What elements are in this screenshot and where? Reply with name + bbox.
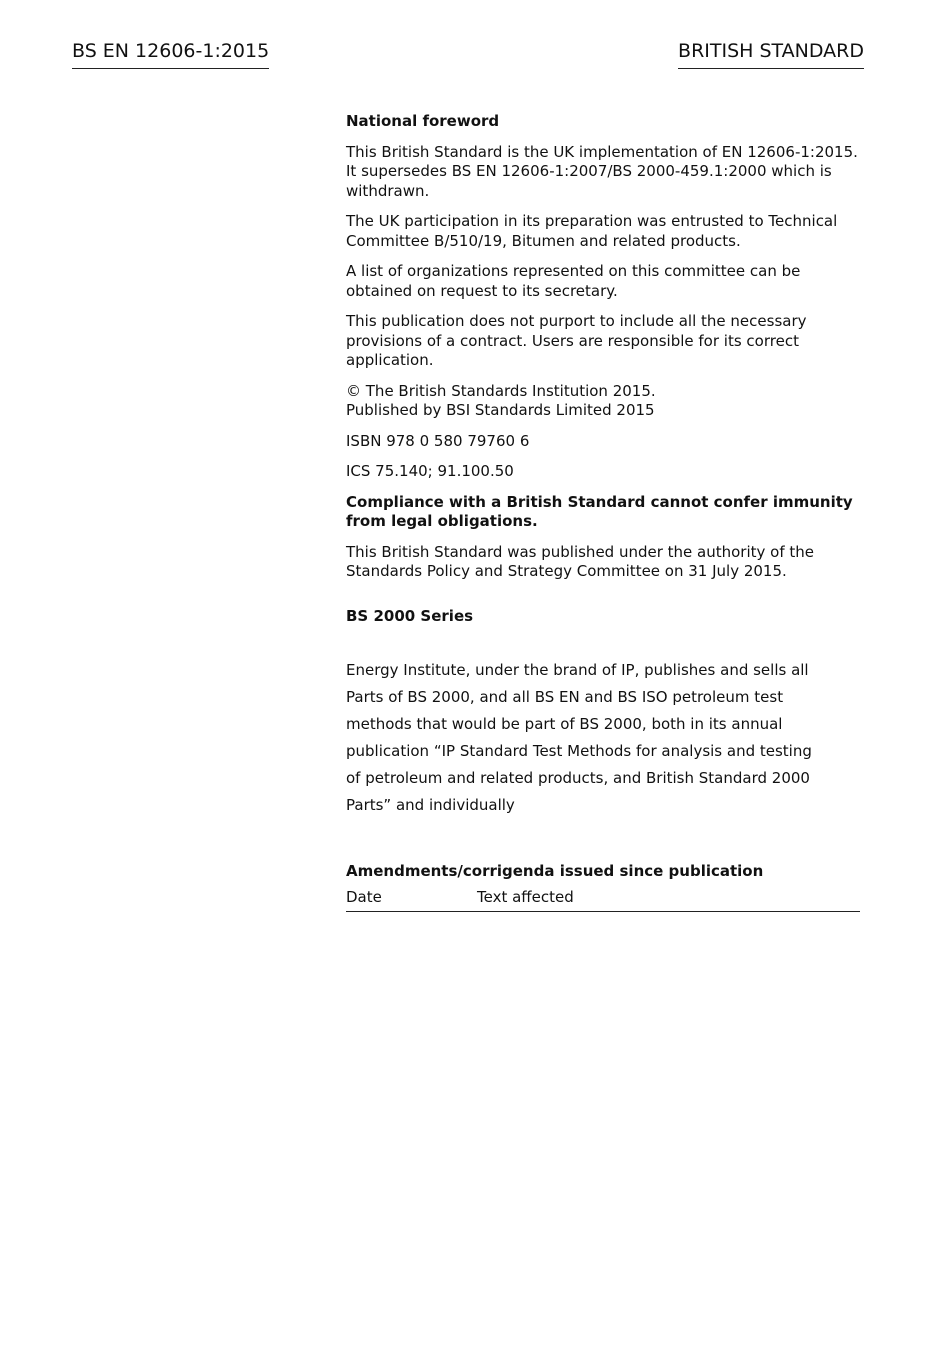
isbn: ISBN 978 0 580 79760 6 [346, 431, 530, 450]
foreword-paragraph-3: A list of organizations represented on this committee can be obtained on request to its secretary. [346, 262, 801, 300]
ics: ICS 75.140; 91.100.50 [346, 462, 514, 480]
document-id: BS EN 12606-1:2015 [72, 38, 269, 69]
foreword-content [346, 112, 860, 912]
document-type: BRITISH STANDARD [678, 38, 864, 69]
amendments-title: Amendments/corrigenda issued since publication [346, 862, 764, 880]
copyright-block [346, 382, 860, 421]
compliance-notice: Compliance with a British Standard cannot confer immunity from legal obligations. [346, 492, 853, 530]
foreword-paragraph-2: The UK participation in its preparation was entrusted to Technical Committee B/510/19, Bitumen and related products. [346, 212, 838, 250]
foreword-paragraph-4: This publication does not purport to include all the necessary provisions of a contract. Users are responsible for its correct application. [346, 312, 807, 369]
amendments-table-header [346, 888, 860, 913]
authority-statement: This British Standard was published under the authority of the Standards Policy and Strategy Committee on 31 July 2015. [346, 542, 815, 580]
copyright-line: © The British Standards Institution 2015. [346, 381, 656, 400]
series-title: BS 2000 Series [346, 606, 474, 625]
publisher-line: Published by BSI Standards Limited 2015 [346, 401, 655, 419]
amendments-date-column: Date [346, 887, 382, 906]
series-text: Energy Institute, under the brand of IP, publishes and sells all Parts of BS 2000, and all BS EN and BS ISO petroleum test methods that would be part of BS 2000, both in its annual publication “IP Standard Test Methods for analysis and testing of petroleum and related products, and British Standard 2000 Parts” and individually [346, 661, 812, 814]
amendments-text-column: Text affected [477, 887, 574, 906]
foreword-paragraph-1: This British Standard is the UK implementation of EN 12606-1:2015. It supersedes BS EN 12606-1:2007/BS 2000-459.1:2000 which is withdrawn. [346, 142, 858, 200]
foreword-title: National foreword [346, 112, 500, 130]
